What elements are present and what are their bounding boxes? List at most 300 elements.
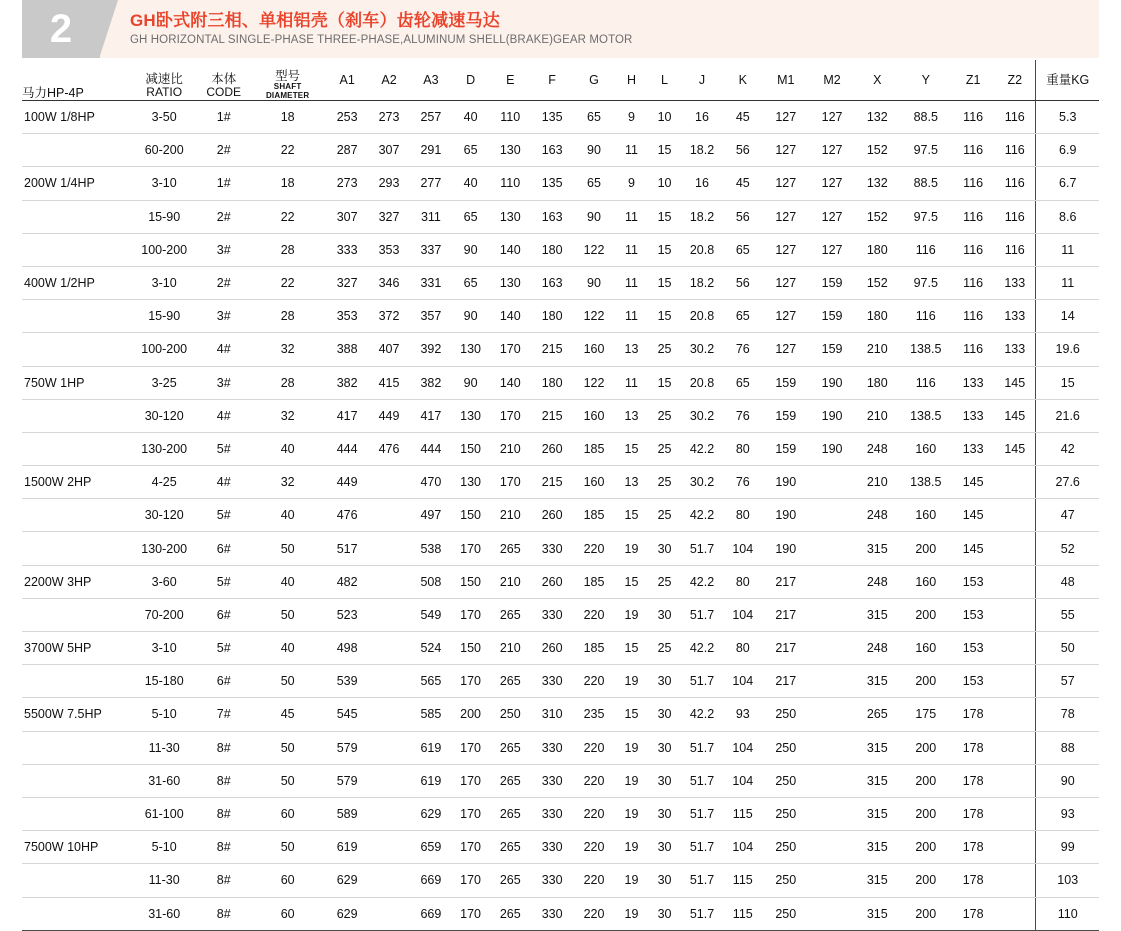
cell-j: 51.7 (681, 532, 723, 565)
cell-a1: 589 (326, 797, 368, 830)
cell-ratio: 15-180 (130, 665, 198, 698)
cell-h: 11 (615, 200, 648, 233)
cell-y: 138.5 (899, 399, 952, 432)
cell-k: 56 (723, 134, 763, 167)
cell-shaft: 22 (249, 266, 326, 299)
cell-j: 42.2 (681, 432, 723, 465)
cell-h: 19 (615, 731, 648, 764)
cell-g: 220 (573, 532, 615, 565)
cell-m2: 127 (809, 134, 855, 167)
cell-hp (22, 731, 130, 764)
cell-code: 4# (198, 333, 249, 366)
cell-ratio: 15-90 (130, 200, 198, 233)
cell-y: 200 (899, 764, 952, 797)
cell-a1: 382 (326, 366, 368, 399)
cell-ratio: 3-60 (130, 565, 198, 598)
cell-hp (22, 598, 130, 631)
cell-shaft: 60 (249, 897, 326, 930)
cell-l: 25 (648, 399, 681, 432)
cell-a1: 482 (326, 565, 368, 598)
cell-m1: 127 (763, 300, 809, 333)
cell-ratio: 31-60 (130, 897, 198, 930)
cell-j: 51.7 (681, 665, 723, 698)
cell-m2 (809, 665, 855, 698)
table-row (22, 134, 1099, 167)
cell-z1: 133 (952, 399, 994, 432)
table-row (22, 864, 1099, 897)
col-header-z1: Z1 (952, 60, 994, 101)
cell-a3: 659 (410, 831, 452, 864)
cell-hp (22, 200, 130, 233)
cell-m2 (809, 698, 855, 731)
cell-g: 122 (573, 233, 615, 266)
cell-y: 116 (899, 233, 952, 266)
cell-shaft: 45 (249, 698, 326, 731)
cell-g: 185 (573, 565, 615, 598)
cell-g: 160 (573, 333, 615, 366)
cell-d: 170 (452, 797, 489, 830)
cell-m2 (809, 532, 855, 565)
cell-z2 (994, 764, 1036, 797)
cell-z2: 145 (994, 399, 1036, 432)
cell-e: 140 (489, 300, 531, 333)
cell-j: 42.2 (681, 565, 723, 598)
cell-e: 210 (489, 632, 531, 665)
col-header-m2: M2 (809, 60, 855, 101)
cell-j: 30.2 (681, 333, 723, 366)
cell-shaft: 50 (249, 731, 326, 764)
cell-j: 51.7 (681, 864, 723, 897)
cell-h: 19 (615, 797, 648, 830)
cell-code: 3# (198, 233, 249, 266)
cell-m1: 159 (763, 366, 809, 399)
cell-e: 265 (489, 731, 531, 764)
cell-a1: 353 (326, 300, 368, 333)
cell-z1: 133 (952, 432, 994, 465)
cell-a1: 417 (326, 399, 368, 432)
cell-ratio: 100-200 (130, 333, 198, 366)
cell-h: 11 (615, 134, 648, 167)
cell-d: 150 (452, 565, 489, 598)
cell-m2 (809, 499, 855, 532)
cell-ratio: 31-60 (130, 764, 198, 797)
cell-f: 215 (531, 399, 573, 432)
table-row (22, 565, 1099, 598)
cell-g: 90 (573, 200, 615, 233)
cell-z1: 116 (952, 333, 994, 366)
cell-g: 122 (573, 300, 615, 333)
table-row (22, 897, 1099, 930)
cell-l: 15 (648, 200, 681, 233)
cell-hp (22, 897, 130, 930)
cell-e: 170 (489, 466, 531, 499)
cell-kg: 42 (1036, 432, 1099, 465)
cell-d: 130 (452, 333, 489, 366)
cell-f: 330 (531, 831, 573, 864)
col-header-ratio-cn: 减速比 (145, 71, 183, 86)
col-header-g: G (573, 60, 615, 101)
cell-a3: 311 (410, 200, 452, 233)
cell-f: 330 (531, 897, 573, 930)
cell-k: 45 (723, 101, 763, 134)
cell-ratio: 4-25 (130, 466, 198, 499)
cell-f: 163 (531, 134, 573, 167)
cell-hp (22, 134, 130, 167)
table-row (22, 399, 1099, 432)
cell-z2: 133 (994, 300, 1036, 333)
cell-m1: 217 (763, 565, 809, 598)
cell-d: 170 (452, 598, 489, 631)
cell-code: 8# (198, 897, 249, 930)
cell-ratio: 3-10 (130, 632, 198, 665)
cell-k: 115 (723, 797, 763, 830)
cell-code: 6# (198, 598, 249, 631)
cell-j: 51.7 (681, 897, 723, 930)
cell-l: 30 (648, 598, 681, 631)
col-header-y: Y (899, 60, 952, 101)
cell-l: 30 (648, 797, 681, 830)
cell-a1: 253 (326, 101, 368, 134)
cell-k: 65 (723, 300, 763, 333)
cell-z2 (994, 731, 1036, 764)
cell-shaft: 50 (249, 532, 326, 565)
cell-y: 97.5 (899, 266, 952, 299)
col-header-e: E (489, 60, 531, 101)
cell-x: 210 (855, 333, 899, 366)
cell-y: 160 (899, 565, 952, 598)
cell-z2 (994, 499, 1036, 532)
cell-g: 90 (573, 266, 615, 299)
cell-l: 30 (648, 532, 681, 565)
cell-g: 235 (573, 698, 615, 731)
cell-j: 51.7 (681, 797, 723, 830)
cell-a2 (368, 797, 410, 830)
cell-y: 200 (899, 897, 952, 930)
cell-x: 152 (855, 200, 899, 233)
cell-shaft: 50 (249, 831, 326, 864)
section-title-en: GH HORIZONTAL SINGLE-PHASE THREE-PHASE,ALUMINUM SHELL(BRAKE)GEAR MOTOR (130, 34, 633, 46)
col-header-a3: A3 (410, 60, 452, 101)
cell-e: 130 (489, 200, 531, 233)
cell-k: 80 (723, 632, 763, 665)
cell-hp: 2200W 3HP (22, 565, 130, 598)
cell-kg: 19.6 (1036, 333, 1099, 366)
cell-x: 315 (855, 731, 899, 764)
cell-a3: 277 (410, 167, 452, 200)
cell-ratio: 5-10 (130, 698, 198, 731)
cell-kg: 11 (1036, 233, 1099, 266)
cell-j: 51.7 (681, 598, 723, 631)
cell-h: 15 (615, 499, 648, 532)
cell-x: 180 (855, 366, 899, 399)
cell-m1: 190 (763, 532, 809, 565)
cell-a1: 327 (326, 266, 368, 299)
cell-hp: 750W 1HP (22, 366, 130, 399)
cell-h: 15 (615, 432, 648, 465)
cell-m1: 250 (763, 764, 809, 797)
cell-ratio: 100-200 (130, 233, 198, 266)
cell-m1: 127 (763, 200, 809, 233)
table-body (22, 101, 1099, 931)
cell-l: 30 (648, 831, 681, 864)
cell-k: 80 (723, 432, 763, 465)
cell-z2: 116 (994, 200, 1036, 233)
col-header-k: K (723, 60, 763, 101)
cell-x: 248 (855, 432, 899, 465)
cell-a3: 524 (410, 632, 452, 665)
cell-code: 5# (198, 432, 249, 465)
cell-y: 116 (899, 366, 952, 399)
cell-kg: 6.9 (1036, 134, 1099, 167)
cell-m1: 250 (763, 698, 809, 731)
cell-j: 18.2 (681, 134, 723, 167)
cell-ratio: 3-50 (130, 101, 198, 134)
cell-j: 18.2 (681, 200, 723, 233)
cell-f: 330 (531, 797, 573, 830)
cell-x: 248 (855, 499, 899, 532)
cell-ratio: 130-200 (130, 432, 198, 465)
cell-ratio: 11-30 (130, 864, 198, 897)
cell-ratio: 3-10 (130, 167, 198, 200)
cell-shaft: 40 (249, 565, 326, 598)
col-header-ratio-en: RATIO (146, 85, 183, 100)
cell-z1: 116 (952, 233, 994, 266)
cell-m2: 127 (809, 101, 855, 134)
cell-a1: 449 (326, 466, 368, 499)
cell-d: 170 (452, 864, 489, 897)
cell-z1: 178 (952, 864, 994, 897)
cell-h: 11 (615, 300, 648, 333)
cell-ratio: 3-25 (130, 366, 198, 399)
cell-e: 140 (489, 233, 531, 266)
cell-ratio: 30-120 (130, 499, 198, 532)
cell-m2 (809, 731, 855, 764)
cell-j: 16 (681, 167, 723, 200)
cell-code: 6# (198, 665, 249, 698)
cell-a1: 579 (326, 731, 368, 764)
cell-d: 200 (452, 698, 489, 731)
cell-a3: 357 (410, 300, 452, 333)
cell-a2 (368, 831, 410, 864)
cell-kg: 5.3 (1036, 101, 1099, 134)
cell-k: 80 (723, 499, 763, 532)
cell-f: 260 (531, 565, 573, 598)
cell-h: 9 (615, 101, 648, 134)
cell-h: 13 (615, 399, 648, 432)
cell-ratio: 60-200 (130, 134, 198, 167)
cell-g: 160 (573, 399, 615, 432)
cell-a1: 629 (326, 897, 368, 930)
cell-j: 51.7 (681, 764, 723, 797)
cell-a1: 629 (326, 864, 368, 897)
cell-ratio: 5-10 (130, 831, 198, 864)
table-row (22, 300, 1099, 333)
cell-hp (22, 797, 130, 830)
cell-z1: 153 (952, 598, 994, 631)
cell-k: 65 (723, 366, 763, 399)
cell-k: 104 (723, 764, 763, 797)
cell-l: 25 (648, 565, 681, 598)
cell-kg: 11 (1036, 266, 1099, 299)
cell-k: 104 (723, 731, 763, 764)
cell-a1: 388 (326, 333, 368, 366)
cell-a1: 545 (326, 698, 368, 731)
cell-m1: 217 (763, 665, 809, 698)
cell-k: 104 (723, 665, 763, 698)
cell-e: 210 (489, 499, 531, 532)
cell-code: 5# (198, 499, 249, 532)
cell-hp (22, 399, 130, 432)
cell-a3: 585 (410, 698, 452, 731)
col-header-a1: A1 (326, 60, 368, 101)
cell-kg: 90 (1036, 764, 1099, 797)
cell-z2: 116 (994, 167, 1036, 200)
cell-j: 51.7 (681, 831, 723, 864)
col-header-shaft-cn: 型号 (275, 68, 301, 83)
cell-f: 260 (531, 499, 573, 532)
cell-x: 265 (855, 698, 899, 731)
cell-k: 76 (723, 466, 763, 499)
cell-ratio: 70-200 (130, 598, 198, 631)
cell-a3: 470 (410, 466, 452, 499)
cell-k: 56 (723, 266, 763, 299)
cell-a1: 273 (326, 167, 368, 200)
cell-kg: 110 (1036, 897, 1099, 930)
table-header (22, 60, 1099, 101)
cell-d: 65 (452, 266, 489, 299)
section-title-cn: GH卧式附三相、单相铝壳（刹车）齿轮减速马达 (130, 11, 500, 30)
cell-a1: 444 (326, 432, 368, 465)
cell-z2 (994, 632, 1036, 665)
cell-a2 (368, 499, 410, 532)
cell-g: 122 (573, 366, 615, 399)
cell-j: 30.2 (681, 399, 723, 432)
cell-l: 10 (648, 167, 681, 200)
cell-a2 (368, 632, 410, 665)
cell-a2: 415 (368, 366, 410, 399)
cell-m1: 127 (763, 333, 809, 366)
cell-z2 (994, 831, 1036, 864)
cell-y: 97.5 (899, 200, 952, 233)
cell-m1: 250 (763, 831, 809, 864)
cell-code: 5# (198, 565, 249, 598)
cell-a2: 293 (368, 167, 410, 200)
cell-h: 19 (615, 665, 648, 698)
cell-e: 170 (489, 333, 531, 366)
table-row (22, 764, 1099, 797)
cell-a2: 449 (368, 399, 410, 432)
cell-a3: 291 (410, 134, 452, 167)
cell-z1: 178 (952, 831, 994, 864)
cell-f: 163 (531, 200, 573, 233)
cell-f: 330 (531, 665, 573, 698)
cell-ratio: 130-200 (130, 532, 198, 565)
cell-e: 265 (489, 831, 531, 864)
cell-a3: 549 (410, 598, 452, 631)
cell-l: 25 (648, 333, 681, 366)
cell-x: 180 (855, 300, 899, 333)
cell-a1: 539 (326, 665, 368, 698)
cell-y: 160 (899, 499, 952, 532)
cell-hp: 7500W 10HP (22, 831, 130, 864)
cell-z1: 116 (952, 300, 994, 333)
cell-x: 315 (855, 864, 899, 897)
cell-code: 8# (198, 831, 249, 864)
cell-hp: 3700W 5HP (22, 632, 130, 665)
cell-z1: 145 (952, 532, 994, 565)
cell-kg: 47 (1036, 499, 1099, 532)
cell-hp (22, 300, 130, 333)
cell-d: 170 (452, 731, 489, 764)
cell-z2: 133 (994, 266, 1036, 299)
cell-k: 115 (723, 864, 763, 897)
cell-k: 76 (723, 333, 763, 366)
cell-j: 20.8 (681, 366, 723, 399)
cell-a2 (368, 764, 410, 797)
cell-z1: 178 (952, 797, 994, 830)
cell-m1: 159 (763, 432, 809, 465)
cell-y: 200 (899, 598, 952, 631)
cell-kg: 21.6 (1036, 399, 1099, 432)
cell-z2 (994, 565, 1036, 598)
cell-a3: 444 (410, 432, 452, 465)
cell-code: 1# (198, 167, 249, 200)
cell-shaft: 32 (249, 399, 326, 432)
cell-h: 15 (615, 565, 648, 598)
cell-f: 180 (531, 233, 573, 266)
cell-e: 110 (489, 167, 531, 200)
cell-l: 15 (648, 366, 681, 399)
cell-f: 330 (531, 598, 573, 631)
cell-hp: 400W 1/2HP (22, 266, 130, 299)
cell-z1: 153 (952, 632, 994, 665)
cell-j: 42.2 (681, 632, 723, 665)
cell-code: 8# (198, 864, 249, 897)
cell-shaft: 22 (249, 134, 326, 167)
cell-z1: 116 (952, 266, 994, 299)
table-row (22, 200, 1099, 233)
cell-h: 19 (615, 598, 648, 631)
cell-d: 150 (452, 499, 489, 532)
cell-k: 104 (723, 532, 763, 565)
cell-e: 265 (489, 864, 531, 897)
cell-j: 20.8 (681, 300, 723, 333)
cell-z1: 116 (952, 101, 994, 134)
cell-hp (22, 864, 130, 897)
cell-e: 265 (489, 797, 531, 830)
cell-z2 (994, 532, 1036, 565)
cell-k: 115 (723, 897, 763, 930)
cell-d: 40 (452, 167, 489, 200)
cell-y: 138.5 (899, 466, 952, 499)
cell-m2: 127 (809, 233, 855, 266)
specification-table (22, 60, 1099, 931)
cell-j: 51.7 (681, 731, 723, 764)
cell-m1: 250 (763, 864, 809, 897)
cell-z1: 116 (952, 200, 994, 233)
cell-m2: 190 (809, 399, 855, 432)
cell-x: 315 (855, 532, 899, 565)
cell-y: 200 (899, 665, 952, 698)
cell-shaft: 50 (249, 665, 326, 698)
cell-e: 210 (489, 432, 531, 465)
cell-m1: 127 (763, 266, 809, 299)
cell-g: 220 (573, 831, 615, 864)
cell-z2 (994, 665, 1036, 698)
cell-d: 150 (452, 632, 489, 665)
cell-f: 330 (531, 864, 573, 897)
cell-z1: 178 (952, 897, 994, 930)
